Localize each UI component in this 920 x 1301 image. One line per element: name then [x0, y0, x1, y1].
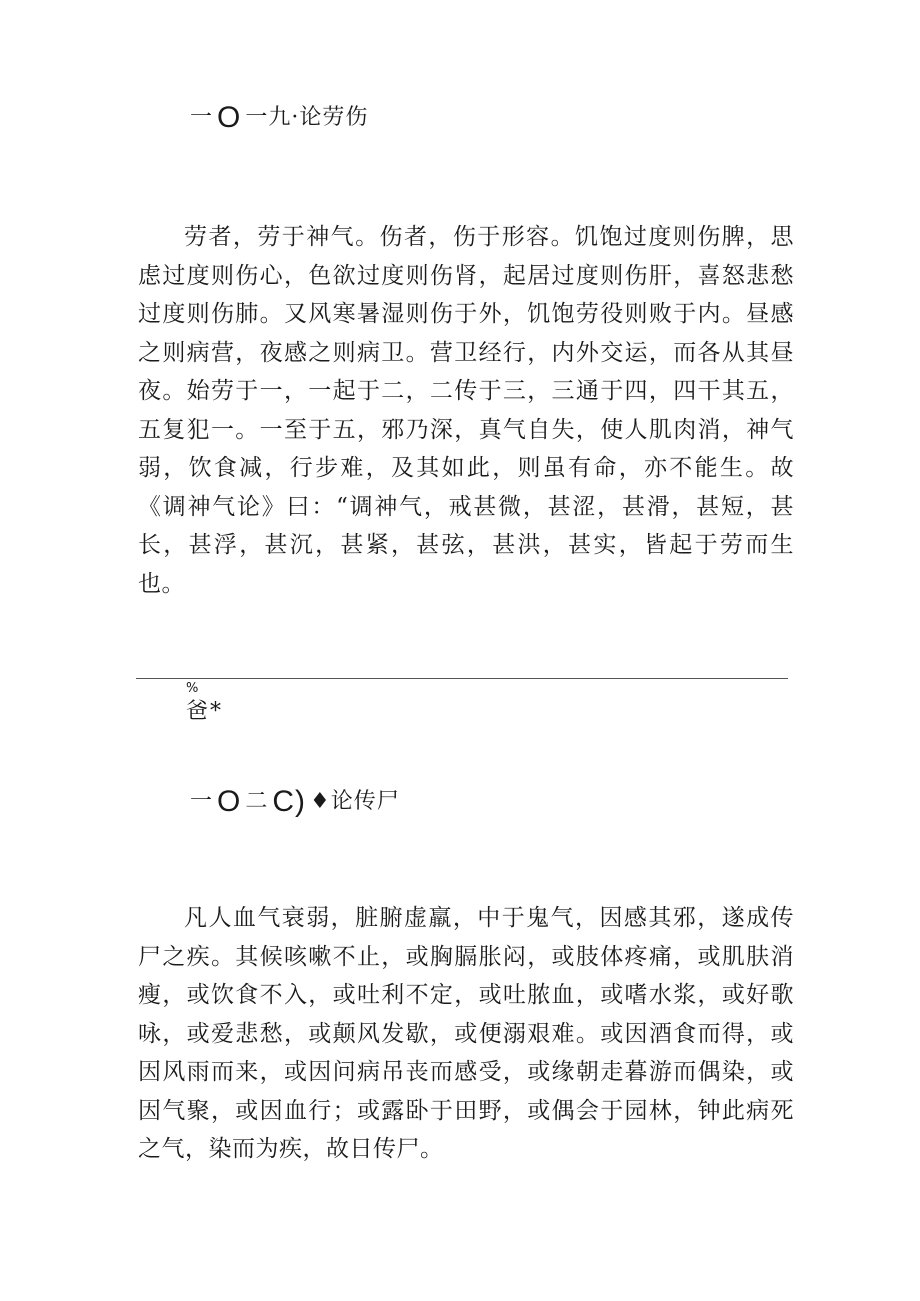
heading-title: ♦论传尸	[310, 789, 400, 814]
footnote-mark: %	[186, 681, 199, 696]
section-heading-2	[190, 784, 400, 819]
section-body-2: 凡人血气衰弱，脏腑虚羸，中于鬼气，因感其邪，遂成传尸之疾。其候咳嗽不止，或胸膈胀闷，或肢体疼痛，或肌肤消瘦，或饮食不入，或吐利不定，或吐脓血，或嗜水浆，或好歌咏，或爱悲愁，或颠风发歇，或便溺艰难。或因酒食而得，或因风雨而来，或因问病吊丧而感受，或缘朝走暮游而偶染，或因气聚，或因血行；或露卧于田野，或偶会于园林，钟此病死之气，染而为疾，故日传尸。	[138, 905, 794, 1162]
heading-prefix: 一	[190, 789, 214, 814]
heading-number: O	[217, 785, 242, 818]
section-body-1: 劳者，劳于神气。伤者，伤于形容。饥饱过度则伤脾，思虑过度则伤心，色欲过度则伤肾，起居过度则伤肝，喜怒悲愁过度则伤肺。又风寒暑湿则伤于外，饥饱劳役则败于内。昼感之则病营，夜感之则病卫。营卫经行，内外交运，而各从其昼夜。始劳于一，一起于二，二传于三，三通于四，四干其五，五复犯一。一至于五，邪乃深，真气自失，使人肌肉消，神气弱，饮食减，行步难，及其如此，则虽有命，亦不能生。故《调神气论》曰：“调神气，戒甚微，甚涩，甚滑，甚短，甚长，甚浮，甚沉，甚紧，甚弦，甚洪，甚实，皆起于劳而生也。	[138, 224, 794, 597]
heading-title: 一九·论劳伤	[245, 105, 369, 130]
heading-mid: 二	[245, 789, 269, 814]
section-heading-1	[190, 100, 368, 135]
footnote-text: 爸*	[186, 699, 224, 724]
heading-prefix: 一	[190, 105, 214, 130]
heading-number: O	[217, 101, 242, 134]
heading-number-2: C)	[272, 785, 307, 818]
footnote-divider	[136, 678, 788, 679]
